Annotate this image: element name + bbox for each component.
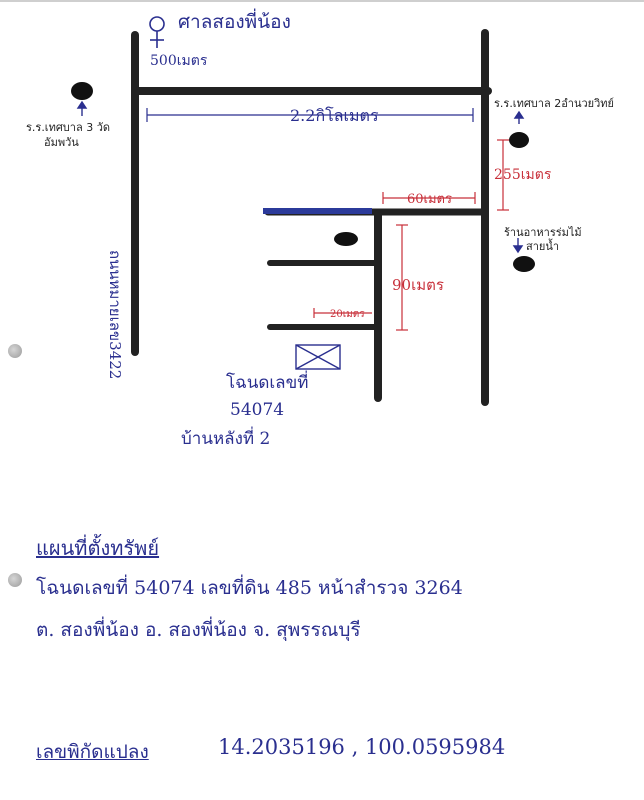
punch-hole-bottom xyxy=(8,573,22,587)
notes-heading: แผนที่ตั้งทรัพย์ xyxy=(36,536,160,560)
distance-right-upper-label: 255เมตร xyxy=(494,167,552,183)
shrine-symbol xyxy=(150,17,164,48)
plot-label-house: บ้านหลังที่ 2 xyxy=(181,429,271,449)
plot-label-number: 54074 xyxy=(230,400,285,420)
distance-branch-top-label: 60เมตร xyxy=(407,192,452,207)
coords-label: เลขพิกัดแปลง xyxy=(36,741,149,763)
school-left-label-1: ร.ร.เทศบาล 3 วัด xyxy=(26,121,111,134)
coords-value: 14.2035196 , 100.0595984 xyxy=(218,735,506,759)
distance-top-label: 500เมตร xyxy=(150,53,208,69)
school-right-label: ร.ร.เทศบาล 2อำนวยวิทย์ xyxy=(494,97,614,110)
restaurant-label-2: สายน้ำ xyxy=(526,240,560,253)
school-left-label-2: อัมพวัน xyxy=(44,136,79,149)
landmark-top-label: ศาลสองพี่น้อง xyxy=(178,11,291,33)
punch-hole-top xyxy=(8,344,22,358)
distance-main-road-label: 2.2กิโลเมตร xyxy=(290,106,379,125)
notes-line-location: ต. สองพี่น้อง อ. สองพี่น้อง จ. สุพรรณบุรี xyxy=(36,619,361,641)
house-marker xyxy=(334,232,358,246)
restaurant-marker xyxy=(513,256,535,272)
school-right-marker xyxy=(509,132,529,148)
distance-small-branch-label: 20เมตร xyxy=(330,309,365,320)
plot-label-deed: โฉนดเลขที่ xyxy=(226,373,309,393)
school-left-marker xyxy=(71,82,93,100)
restaurant-label-1: ร้านอาหารร่มไม้ xyxy=(504,226,582,239)
target-plot-box xyxy=(296,345,340,369)
distance-branch-vertical-label: 90เมตร xyxy=(392,276,444,294)
roads xyxy=(135,33,488,402)
notes-line-deed: โฉนดเลขที่ 54074 เลขที่ดิน 485 หน้าสำรวจ 3264 xyxy=(36,577,463,599)
road-left-label: ถนนหมายเลข3422 xyxy=(106,250,124,380)
